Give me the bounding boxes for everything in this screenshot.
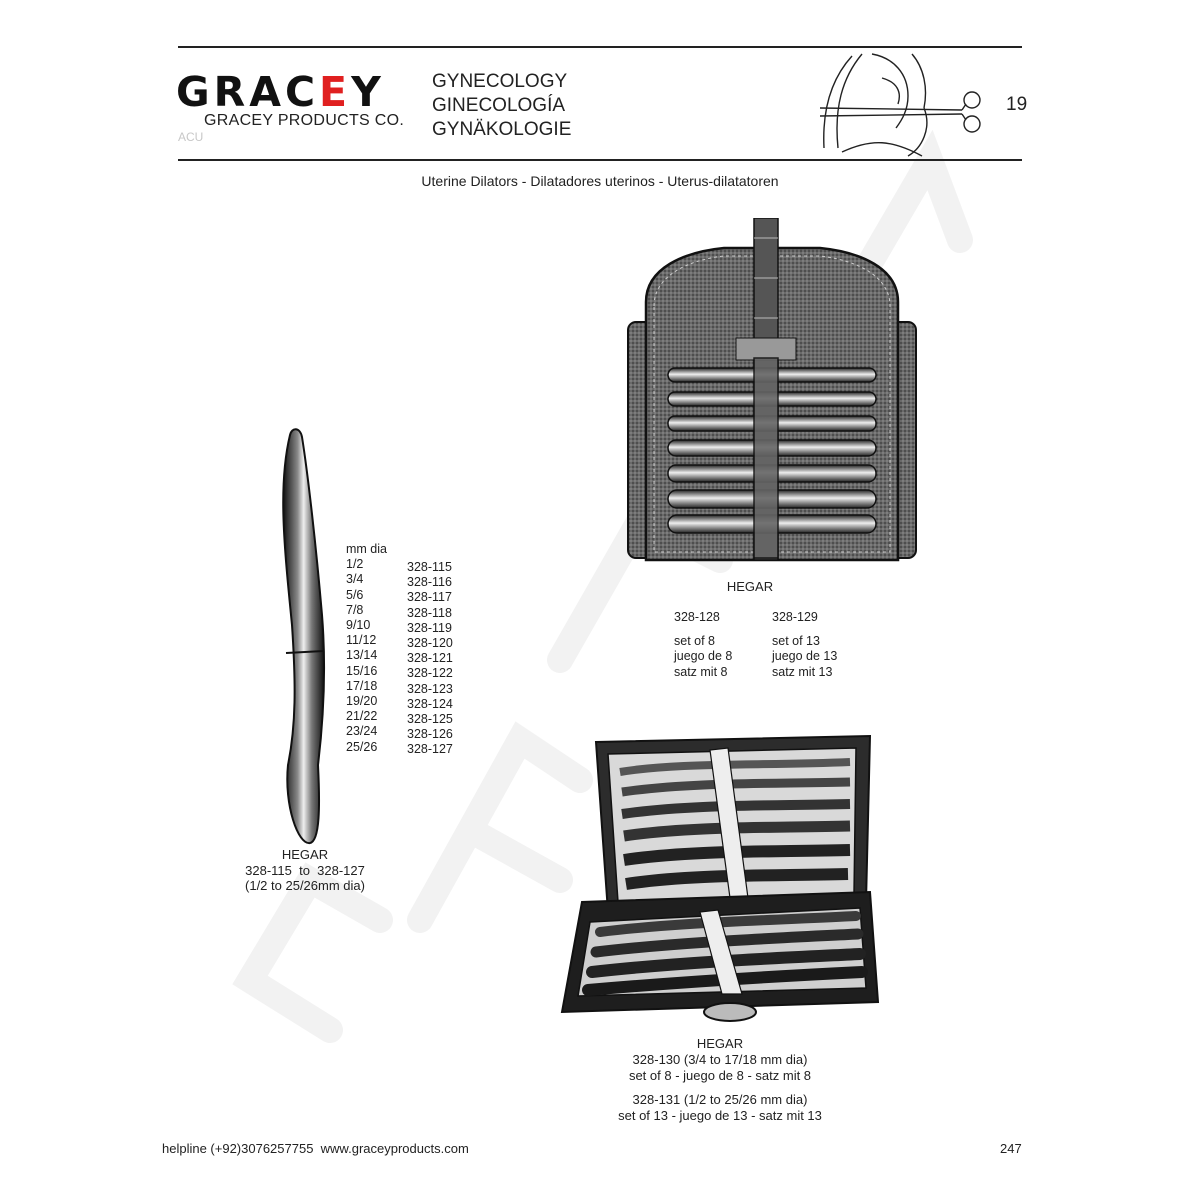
size-item: 15/16	[346, 663, 378, 678]
roll-case-line: juego de 8	[674, 649, 733, 663]
code-item: 328-115	[407, 560, 452, 574]
dilator-caption-range: 328-115 to 328-127	[245, 862, 365, 878]
logo	[176, 68, 385, 116]
code-item: 328-127	[407, 742, 453, 757]
metal-case-caption-line: set of 8 - juego de 8 - satz mit 8	[628, 1068, 812, 1083]
dilator-roll-case-illustration	[624, 218, 920, 570]
dilator-size-column	[346, 542, 387, 755]
logo-subtitle: GRACEY PRODUCTS CO.	[204, 112, 405, 129]
logo-text-b: Y	[351, 68, 385, 116]
code-item: 328-116	[407, 575, 452, 590]
section-title-de: GYNÄKOLOGIE	[432, 119, 572, 140]
logo-text-a: GRAC	[176, 68, 320, 116]
code-item: 328-124	[407, 696, 453, 711]
metal-case-caption-line: 328-131 (1/2 to 25/26 mm dia)	[632, 1092, 808, 1107]
roll-case-line: set of 8	[674, 633, 715, 648]
roll-case-line: satz mit 8	[674, 664, 728, 679]
dilator-code-column	[407, 560, 453, 758]
roll-case-code: 328-128	[674, 610, 720, 624]
hegar-dilator-illustration	[262, 425, 342, 850]
size-item: 25/26	[346, 739, 378, 754]
roll-case-line: satz mit 13	[772, 664, 833, 679]
size-item: 17/18	[346, 678, 378, 693]
dilator-caption	[220, 847, 390, 894]
roll-case-code: 328-129	[772, 610, 818, 624]
dilator-caption-name: HEGAR	[281, 847, 329, 862]
metal-case-caption-line: 328-130 (3/4 to 17/18 mm dia)	[632, 1052, 808, 1067]
roll-case-line: juego de 13	[772, 649, 838, 663]
code-item: 328-118	[407, 605, 452, 620]
page-subtitle: Uterine Dilators - Dilatadores uterinos - Uterus-dilatatoren	[421, 173, 779, 189]
size-header: mm dia	[346, 542, 387, 556]
footer-helpline: helpline (+92)3076257755 www.graceyproducts.com	[162, 1141, 469, 1156]
header-bottom-rule	[178, 159, 1022, 161]
code-item: 328-126	[407, 727, 453, 742]
code-item: 328-122	[407, 666, 453, 681]
size-item: 13/14	[346, 648, 378, 663]
size-item: 11/12	[346, 633, 377, 648]
metal-case-caption-name: HEGAR	[696, 1036, 744, 1051]
gynecology-forceps-illustration	[812, 48, 992, 158]
size-item: 7/8	[346, 602, 364, 617]
code-item: 328-119	[407, 620, 452, 635]
code-item: 328-120	[407, 636, 453, 651]
section-title-es: GINECOLOGÍA	[432, 95, 566, 116]
code-item: 328-125	[407, 712, 453, 727]
size-item: 23/24	[346, 724, 378, 739]
metal-case-caption	[560, 1036, 880, 1124]
code-item: 328-121	[407, 651, 453, 666]
size-item: 19/20	[346, 694, 378, 709]
code-item: 328-117	[407, 590, 452, 605]
roll-case-item-1	[674, 610, 732, 680]
footer-page-number: 247	[1000, 1141, 1022, 1156]
code-item: 328-123	[407, 681, 453, 696]
metal-case-caption-line: set of 13 - juego de 13 - satz mit 13	[618, 1108, 822, 1123]
roll-case-item-2	[772, 610, 837, 680]
size-item: 1/2	[346, 557, 364, 572]
size-item: 9/10	[346, 618, 371, 633]
section-title-en: GYNECOLOGY	[432, 71, 568, 92]
roll-case-caption-name: HEGAR	[726, 579, 774, 594]
logo-faint-text: ACU	[178, 130, 204, 144]
dilator-caption-dia: (1/2 to 25/26mm dia)	[245, 878, 365, 893]
logo-text-e: E	[319, 68, 352, 116]
size-item: 5/6	[346, 587, 364, 602]
size-item: 21/22	[346, 709, 378, 724]
dilator-metal-case-illustration	[560, 732, 880, 1030]
section-number: 19	[1006, 94, 1028, 115]
size-item: 3/4	[346, 572, 364, 587]
roll-case-line: set of 13	[772, 633, 820, 648]
